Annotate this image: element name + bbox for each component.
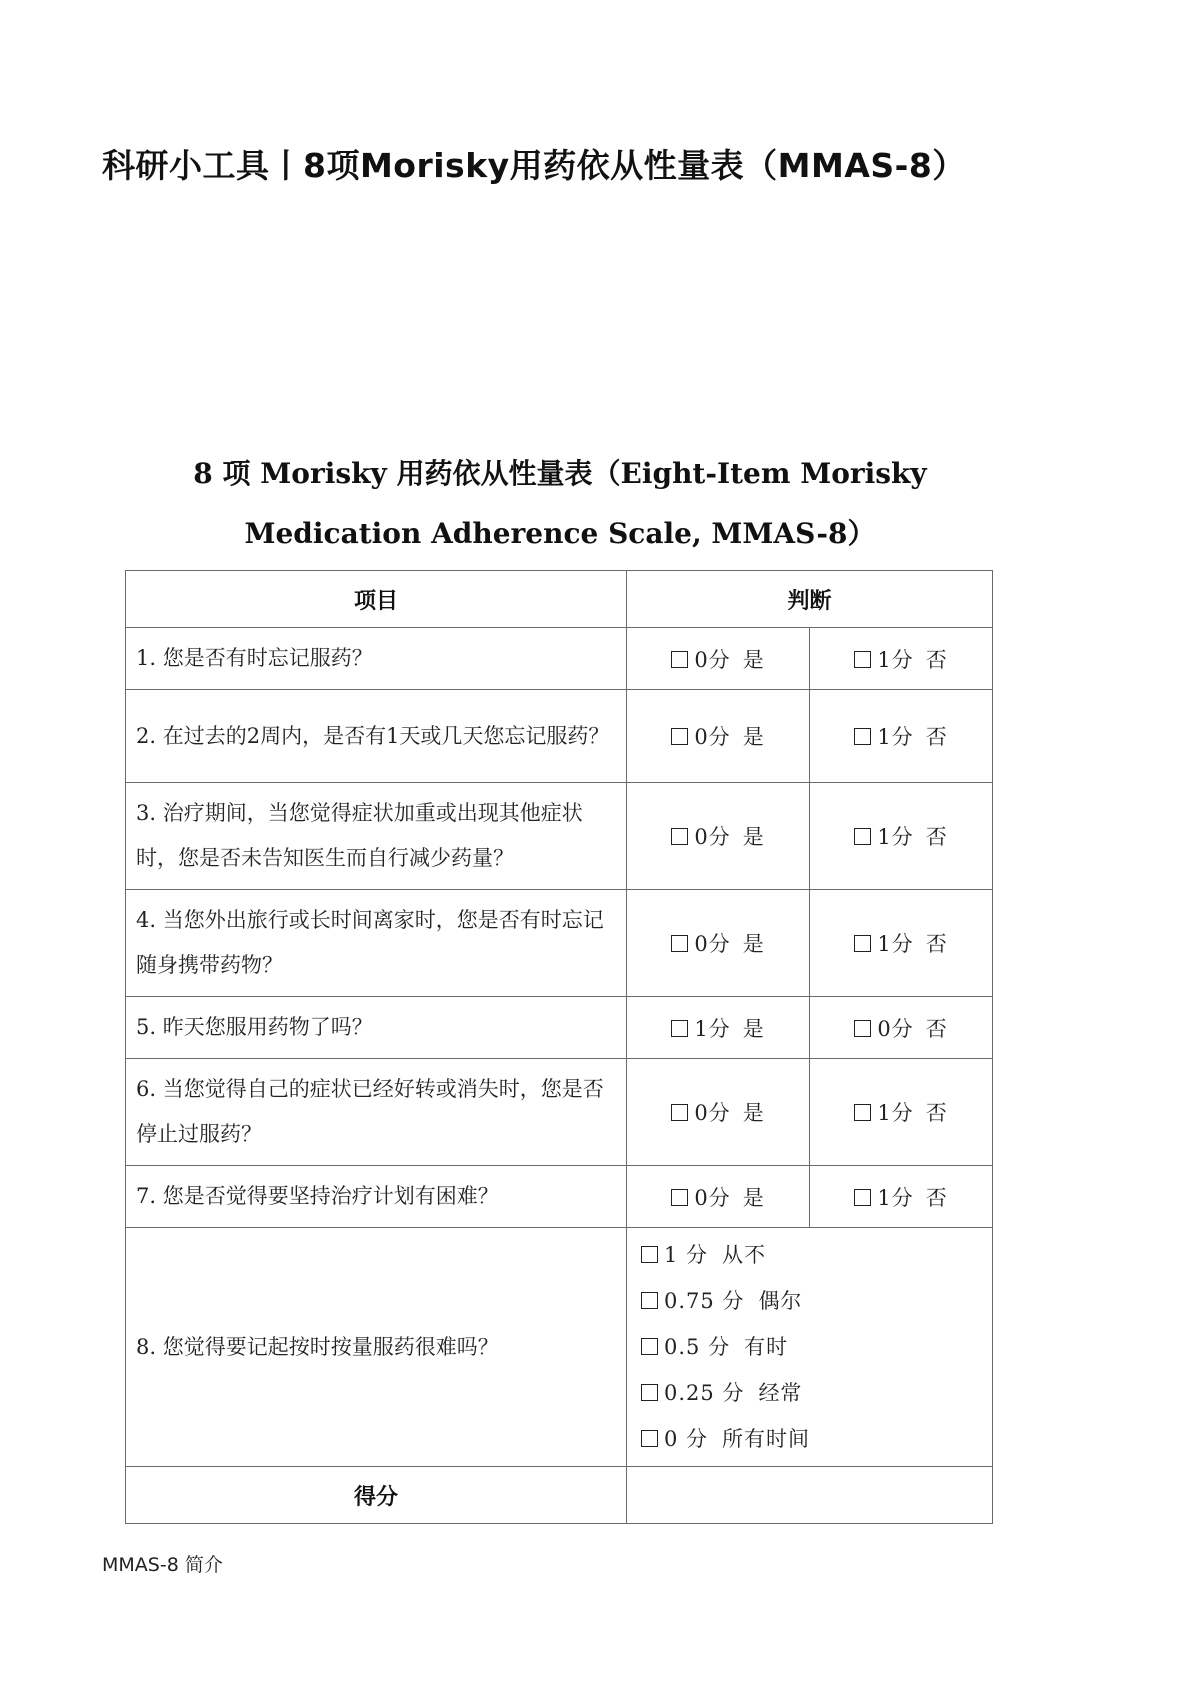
question-text: 2. 在过去的2周内，是否有1天或几天您忘记服药？ [126,690,627,783]
checkbox-icon[interactable] [854,1020,871,1037]
checkbox-icon[interactable] [641,1292,658,1309]
table-header-row [126,571,993,628]
table-row [126,1166,993,1228]
option-b[interactable]: 1分 否 [810,783,993,890]
checkbox-icon[interactable] [854,935,871,952]
checkbox-icon[interactable] [854,651,871,668]
option-a[interactable]: 1分 是 [627,997,810,1059]
checkbox-icon[interactable] [671,1020,688,1037]
header-item: 项目 [126,571,627,628]
checkbox-icon[interactable] [854,1104,871,1121]
table-row [126,890,993,997]
checkbox-icon[interactable] [671,1104,688,1121]
option-a[interactable]: 0分 是 [627,690,810,783]
question-text: 7. 您是否觉得要坚持治疗计划有困难？ [126,1166,627,1228]
question-text: 4. 当您外出旅行或长时间离家时，您是否有时忘记随身携带药物？ [126,890,627,997]
score-label: 得分 [126,1467,627,1524]
article-title: 科研小工具丨8项Morisky用药依从性量表（MMAS-8） [102,146,966,185]
checkbox-icon[interactable] [641,1338,658,1355]
question-text: 3. 治疗期间，当您觉得症状加重或出现其他症状时，您是否未告知医生而自行减少药量？ [126,783,627,890]
option-a[interactable]: 0分 是 [627,628,810,690]
scale-title-line-1: 8 项 Morisky 用药依从性量表（Eight-Item Morisky [193,457,927,490]
table-row [126,997,993,1059]
score-row [126,1467,993,1524]
scale-title-line-2: Medication Adherence Scale, MMAS-8） [244,517,876,550]
frequency-option[interactable]: 0.5 分 有时 [641,1324,992,1370]
checkbox-icon[interactable] [854,728,871,745]
option-a[interactable]: 0分 是 [627,783,810,890]
table-row [126,628,993,690]
frequency-option[interactable]: 0 分 所有时间 [641,1416,992,1462]
option-a[interactable]: 0分 是 [627,890,810,997]
checkbox-icon[interactable] [671,1189,688,1206]
option-a[interactable]: 0分 是 [627,1059,810,1166]
frequency-options [627,1228,993,1467]
checkbox-icon[interactable] [671,935,688,952]
checkbox-icon[interactable] [854,828,871,845]
frequency-option[interactable]: 0.75 分 偶尔 [641,1278,992,1324]
checkbox-icon[interactable] [671,728,688,745]
score-value[interactable] [627,1467,993,1524]
table-row [126,783,993,890]
option-b[interactable]: 1分 否 [810,628,993,690]
checkbox-icon[interactable] [671,828,688,845]
option-a[interactable]: 0分 是 [627,1166,810,1228]
frequency-option[interactable]: 0.25 分 经常 [641,1370,992,1416]
checkbox-icon[interactable] [641,1384,658,1401]
option-b[interactable]: 0分 否 [810,997,993,1059]
section-heading-intro: MMAS-8 简介 [102,1554,223,1576]
frequency-option[interactable]: 1 分 从不 [641,1232,992,1278]
option-b[interactable]: 1分 否 [810,1059,993,1166]
table-row [126,690,993,783]
checkbox-icon[interactable] [671,651,688,668]
table-row-question-8 [126,1228,993,1467]
option-b[interactable]: 1分 否 [810,1166,993,1228]
checkbox-icon[interactable] [854,1189,871,1206]
checkbox-icon[interactable] [641,1246,658,1263]
option-b[interactable]: 1分 否 [810,690,993,783]
checkbox-icon[interactable] [641,1430,658,1447]
question-text: 1. 您是否有时忘记服药？ [126,628,627,690]
mmas8-table [125,570,993,1524]
question-text: 6. 当您觉得自己的症状已经好转或消失时，您是否停止过服药？ [126,1059,627,1166]
table-row [126,1059,993,1166]
question-text: 8. 您觉得要记起按时按量服药很难吗？ [126,1228,627,1467]
question-text: 5. 昨天您服用药物了吗？ [126,997,627,1059]
option-b[interactable]: 1分 否 [810,890,993,997]
header-judgement: 判断 [627,571,993,628]
